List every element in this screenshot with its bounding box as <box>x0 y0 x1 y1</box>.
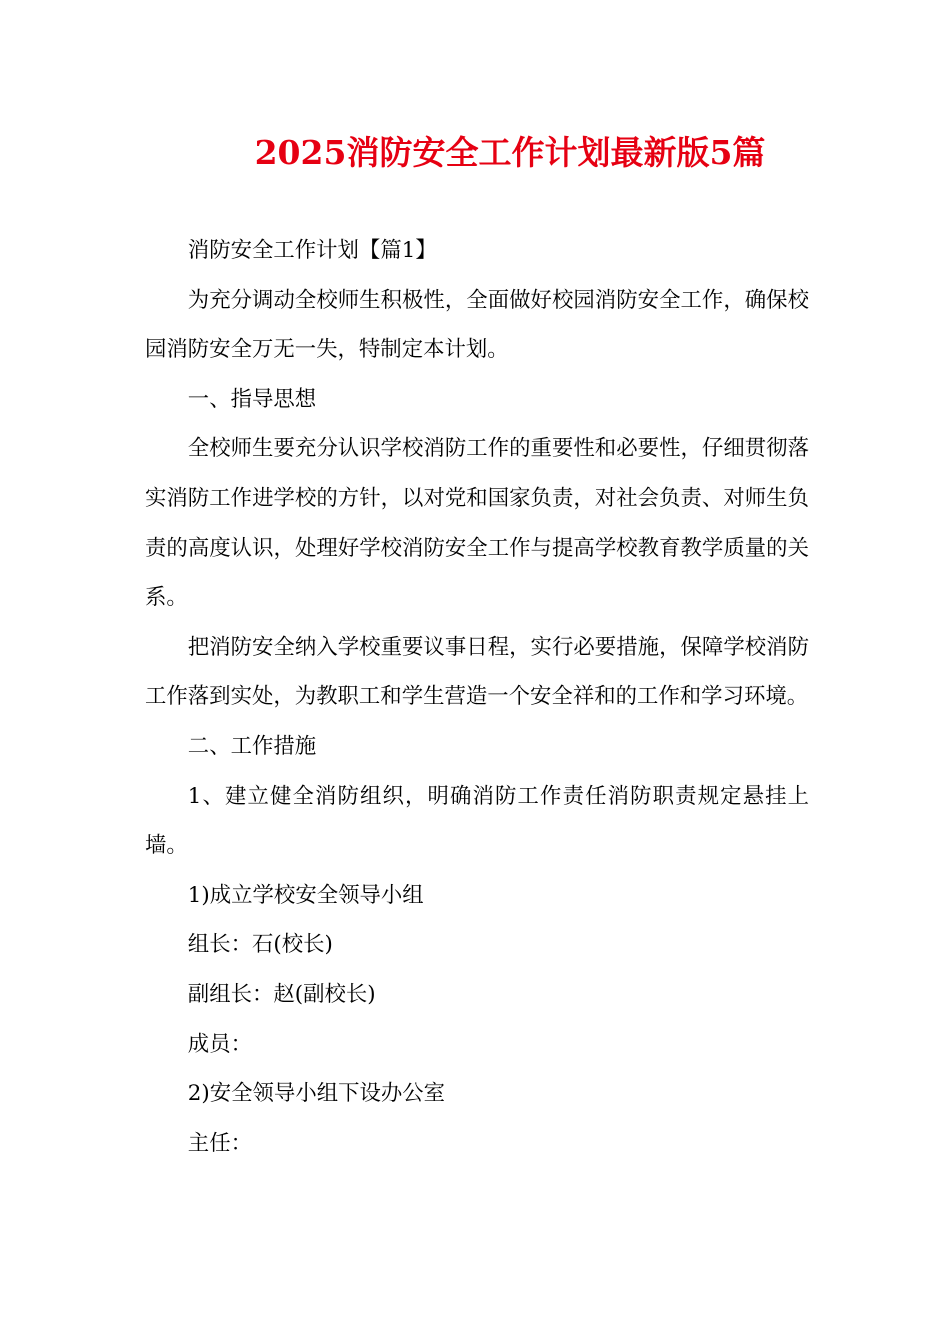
document-title: 2025消防安全工作计划最新版5篇 <box>254 133 766 172</box>
paragraph-intro: 为充分调动全校师生积极性，全面做好校园消防安全工作，确保校园消防安全万无一失，特制定本计划。 <box>145 287 809 363</box>
list-item-office: 2)安全领导小组下设办公室 <box>187 1081 446 1107</box>
paragraph-guiding-ideology: 全校师生要充分认识学校消防工作的重要性和必要性，仔细贯彻落实消防工作进学校的方针，以对党和国家负责，对社会负责、对师生负责的高度认识，处理好学校消防安全工作与提高学校教育教学质量的关系。 <box>145 436 809 611</box>
paragraph-agenda: 把消防安全纳入学校重要议事日程，实行必要措施，保障学校消防工作落到实处，为教职工和学生营造一个安全祥和的工作和学习环境。 <box>145 634 809 710</box>
list-item-group-leader: 组长：石(校长) <box>187 932 333 958</box>
document-body <box>145 226 809 1168</box>
list-item-deputy-leader: 副组长：赵(副校长) <box>187 981 376 1007</box>
paragraph-measure-1: 1、建立健全消防组织，明确消防工作责任消防职责规定悬挂上墙。 <box>145 783 809 859</box>
list-item-members: 成员： <box>187 1031 252 1057</box>
list-item-director: 主任： <box>187 1130 252 1156</box>
list-item-leadership-group: 1)成立学校安全领导小组 <box>187 882 424 908</box>
section-heading-guiding-ideology: 一、指导思想 <box>187 386 317 412</box>
section-heading-plan-1: 消防安全工作计划【篇1】 <box>187 238 437 263</box>
section-heading-work-measures: 二、工作措施 <box>187 733 317 759</box>
